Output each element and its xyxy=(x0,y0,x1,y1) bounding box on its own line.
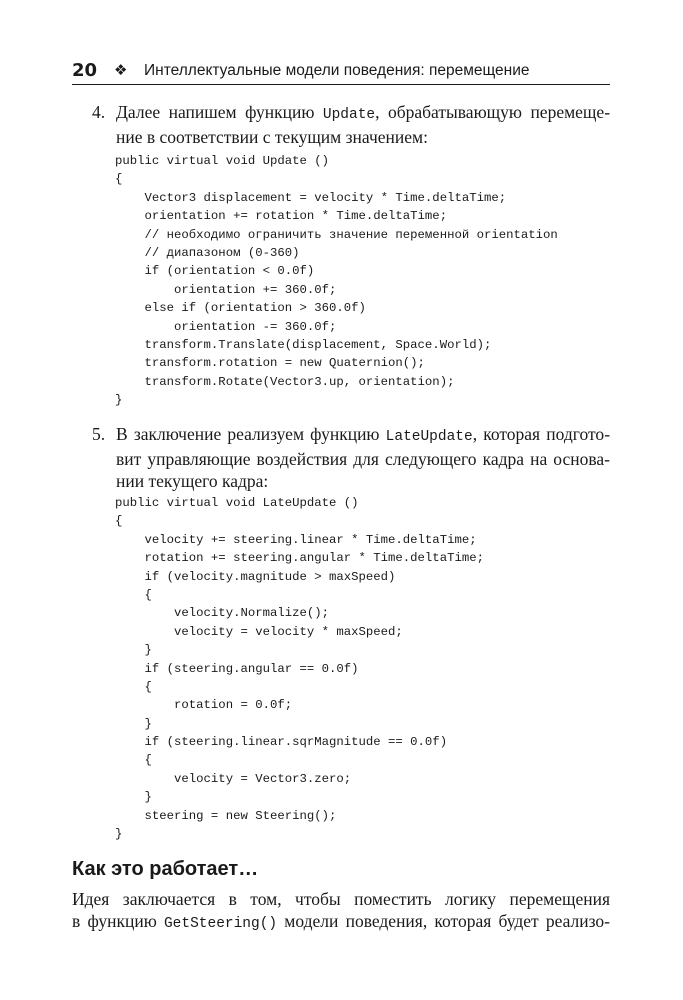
code-line: public virtual void LateUpdate () xyxy=(115,496,359,510)
list-item-4 xyxy=(72,101,610,148)
code-line: // диапазоном (0-360) xyxy=(115,245,300,260)
code-line: transform.Rotate(Vector3.up, orientation); xyxy=(115,374,455,389)
ornament-icon: ❖ xyxy=(114,61,128,79)
inline-code: GetSteering() xyxy=(163,916,278,932)
code-line: transform.rotation = new Quaternion(); xyxy=(115,356,425,371)
section-heading: Как это работает… xyxy=(72,858,259,880)
code-line: orientation += rotation * Time.deltaTime; xyxy=(115,209,448,224)
code-line: { xyxy=(115,753,152,768)
code-line: else if (orientation > 360.0f) xyxy=(115,301,366,316)
code-line: velocity.Normalize(); xyxy=(115,606,330,621)
code-block-lateupdate xyxy=(115,494,484,843)
list-item-5 xyxy=(72,423,610,492)
code-line: orientation -= 360.0f; xyxy=(115,319,337,334)
code-line: { xyxy=(115,514,123,529)
code-line: orientation += 360.0f; xyxy=(115,282,337,297)
code-line: velocity = velocity * maxSpeed; xyxy=(115,624,403,639)
code-line: } xyxy=(115,393,123,408)
code-line: // необходимо ограничить значение переменной orientation xyxy=(115,227,558,242)
code-line: { xyxy=(115,172,123,187)
code-line: if (steering.linear.sqrMagnitude == 0.0f) xyxy=(115,735,448,750)
code-line: } xyxy=(115,716,152,731)
paragraph-line: в функцию GetSteering() модели поведения, которая будет реализо- xyxy=(72,911,611,932)
code-line: } xyxy=(115,827,123,842)
code-block-update xyxy=(115,152,558,409)
list-item-text: В заключение реализуем функцию LateUpdate, которая подготовит управляющие воздействия для следующего кадра на основании текущего кадра: xyxy=(116,424,611,491)
inline-code: Update xyxy=(322,107,376,123)
list-number: 4. xyxy=(92,102,106,122)
code-line: transform.Translate(displacement, Space.World); xyxy=(115,337,492,352)
running-title: Интеллектуальные модели поведения: перемещение xyxy=(144,62,530,79)
code-line: public virtual void Update () xyxy=(115,154,330,168)
list-item-text: Далее напишем функцию Update, обрабатывающую перемещение в соответствии с текущим значением: xyxy=(116,102,611,147)
running-header xyxy=(72,58,610,85)
code-line: if (steering.angular == 0.0f) xyxy=(115,661,359,676)
code-line: Vector3 displacement = velocity * Time.deltaTime; xyxy=(115,190,507,205)
code-line: { xyxy=(115,587,152,602)
code-line: { xyxy=(115,679,152,694)
list-number: 5. xyxy=(92,424,106,444)
code-line: rotation = 0.0f; xyxy=(115,698,293,713)
page-number: 20 xyxy=(72,60,98,81)
code-line: if (velocity.magnitude > maxSpeed) xyxy=(115,569,396,584)
paragraph-line: Идея заключается в том, чтобы поместить логику перемещения xyxy=(72,889,610,909)
inline-code: LateUpdate xyxy=(385,429,473,445)
code-line: if (orientation < 0.0f) xyxy=(115,264,315,279)
code-line: } xyxy=(115,643,152,658)
body-paragraph xyxy=(72,888,610,935)
code-line: velocity += steering.linear * Time.deltaTime; xyxy=(115,532,477,547)
code-line: steering = new Steering(); xyxy=(115,808,337,823)
code-line: } xyxy=(115,790,152,805)
code-line: rotation += steering.angular * Time.deltaTime; xyxy=(115,551,484,566)
code-line: velocity = Vector3.zero; xyxy=(115,771,352,786)
